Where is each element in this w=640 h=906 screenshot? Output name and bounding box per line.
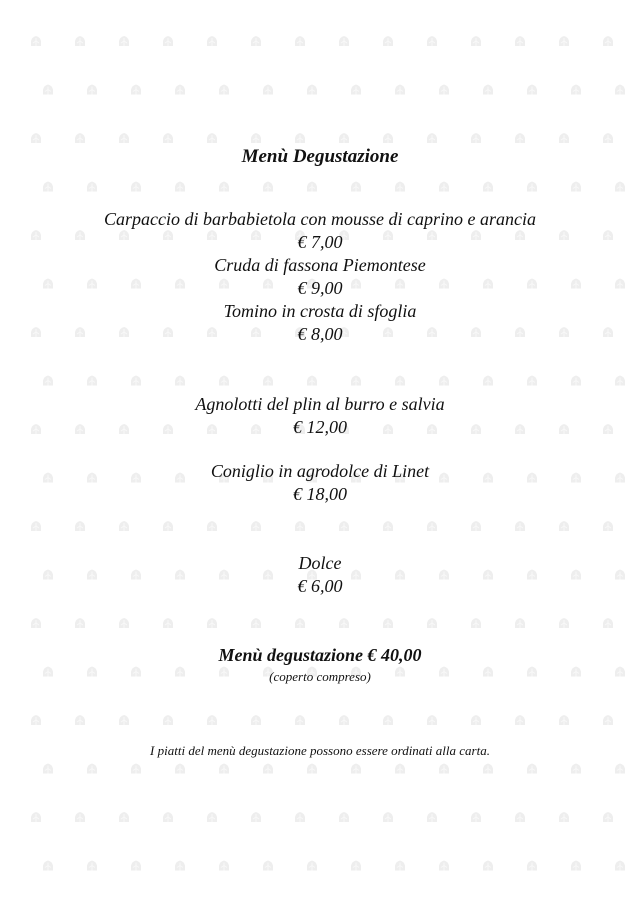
total-note: (coperto compreso)	[269, 669, 371, 684]
dish-name: Agnolotti del plin al burro e salvia	[195, 394, 445, 414]
dish-name: Tomino in crosta di sfoglia	[223, 301, 417, 321]
dish-price: € 9,00	[297, 278, 343, 298]
menu-title: Menù Degustazione	[241, 146, 399, 167]
dish-price: € 8,00	[297, 324, 343, 344]
dish-price: € 18,00	[293, 484, 347, 504]
dish-price: € 12,00	[293, 417, 347, 437]
dish-price: € 6,00	[297, 576, 343, 596]
dish-name: Coniglio in agrodolce di Linet	[210, 461, 430, 481]
dish-price: € 7,00	[297, 232, 343, 252]
dish-name: Carpaccio di barbabietola con mousse di caprino e arancia	[104, 209, 536, 229]
dish-name: Dolce	[298, 553, 342, 573]
dish-name: Cruda di fassona Piemontese	[214, 255, 426, 275]
menu-total: Menù degustazione € 40,00	[218, 645, 422, 665]
footer-note: I piatti del menù degustazione possono essere ordinati alla carta.	[150, 743, 490, 758]
